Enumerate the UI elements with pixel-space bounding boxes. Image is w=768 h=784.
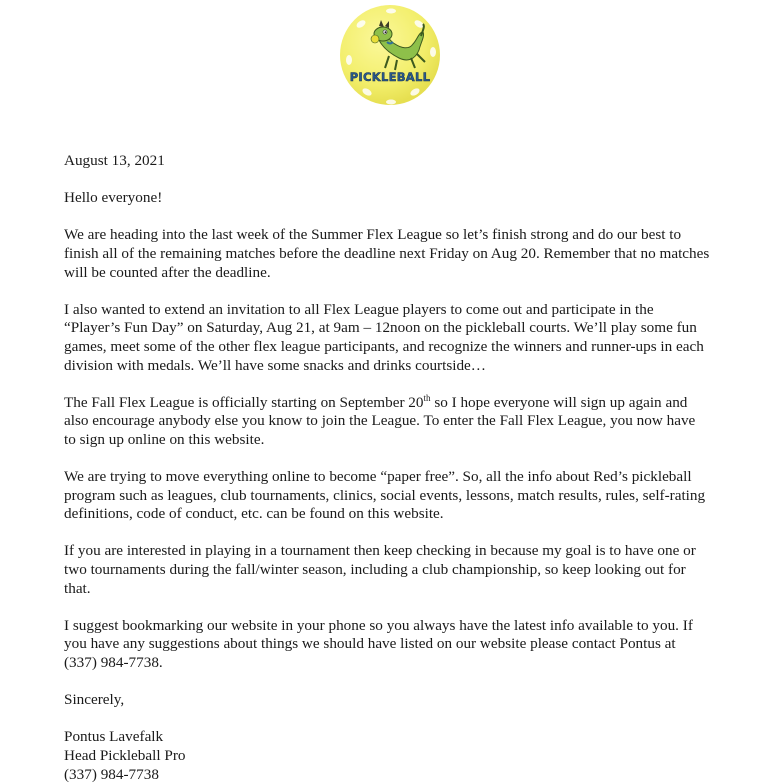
paragraph-line xyxy=(64,394,744,413)
paragraph-line: also encourage anybody else you know to join the League. To enter the Fall Flex League, you now have xyxy=(64,412,696,430)
letter-body xyxy=(64,152,744,784)
signature-phone: (337) 984-7738 xyxy=(64,765,159,783)
paragraph-line: I also wanted to extend an invitation to all Flex League players to come out and participate in the xyxy=(64,300,654,318)
paragraph-line: I suggest bookmarking our website in your phone so you always have the latest info available to you. If xyxy=(64,616,693,634)
paragraph-line: program such as leagues, club tournaments, clinics, social events, lessons, match results, rules, self-rating xyxy=(64,486,706,504)
paragraph-line: you have any suggestions about things we should have listed on our website please contact Pontus at xyxy=(64,635,676,653)
paragraph-line: division with medals. We’ll have some snacks and drinks courtside… xyxy=(64,356,486,374)
paragraph-summer-league xyxy=(64,226,744,282)
letter-greeting: Hello everyone! xyxy=(64,189,163,207)
paragraph-line: “Player’s Fun Day” on Saturday, Aug 21, at 9am – 12noon on the pickleball courts. We’ll play some fun xyxy=(64,319,697,337)
letter-closing: Sincerely, xyxy=(64,691,125,709)
paragraph-line: We are trying to move everything online to become “paper free”. So, all the info about Red’s pickleball xyxy=(64,468,692,486)
paragraph-line: to sign up online on this website. xyxy=(64,430,265,448)
paragraph-line: that. xyxy=(64,579,91,597)
paragraph-paper-free xyxy=(64,468,744,524)
paragraph-bookmark xyxy=(64,617,744,673)
text-fragment: The Fall Flex League is officially starting on September 20 xyxy=(64,393,424,411)
paragraph-line: We are heading into the last week of the Summer Flex League so let’s finish strong and do our best to xyxy=(64,226,682,244)
paragraph-tournaments xyxy=(64,542,744,598)
paragraph-line: (337) 984-7738. xyxy=(64,654,163,672)
logo-wordmark: PICKLEBALL xyxy=(349,70,431,84)
letter-date: August 13, 2021 xyxy=(64,152,165,169)
signature-title: Head Pickleball Pro xyxy=(64,747,186,764)
ball-icon xyxy=(340,5,440,105)
paragraph-fall-league xyxy=(64,394,744,450)
signature-name: Pontus Lavefalk xyxy=(64,728,164,746)
pickleball-logo xyxy=(339,2,441,108)
paragraph-line: games, meet some of the other flex league participants, and recognize the winners and runner-ups in each xyxy=(64,337,704,355)
paragraph-line: definitions, code of conduct, etc. can be found on this website. xyxy=(64,505,444,523)
paragraph-fun-day xyxy=(64,301,744,375)
ordinal-suffix: th xyxy=(423,392,431,403)
paragraph-line: finish all of the remaining matches before the deadline next Friday on Aug 20. Remember that no matches xyxy=(64,244,710,262)
text-fragment: so I hope everyone will sign up again and xyxy=(430,393,688,411)
paragraph-line: will be counted after the deadline. xyxy=(64,263,271,281)
paragraph-line: two tournaments during the fall/winter season, including a club championship, so keep looking out for xyxy=(64,561,686,579)
paragraph-line: If you are interested in playing in a tournament then keep checking in because my goal is to have one or xyxy=(64,542,696,560)
signature-block xyxy=(64,728,744,784)
